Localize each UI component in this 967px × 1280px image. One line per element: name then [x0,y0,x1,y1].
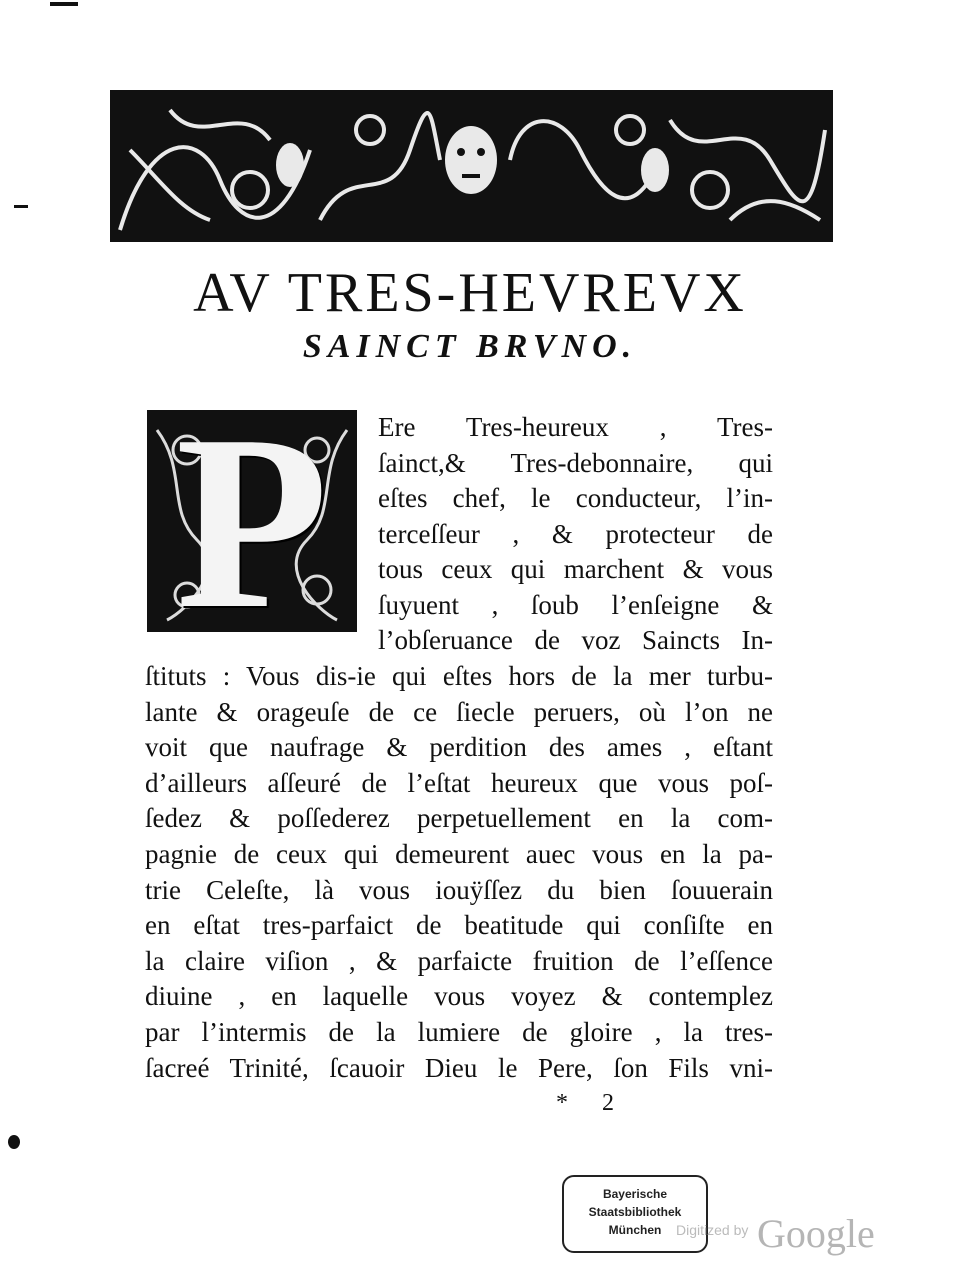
text-line: la claire viſion , & parfaicte fruition de l’eſſence [145,946,773,976]
scan-mark-bottom [8,1135,20,1149]
text-line: ſtituts : Vous dis-ie qui eſtes hors de la mer turbu- [145,661,773,691]
text-line: trie Celeſte, là vous iouÿſſez du bien ſouuerain [145,875,773,905]
page-subtitle: SAINCT BRVNO. [302,328,638,365]
text-line: eſtes chef, le conducteur, l’in- [378,483,773,513]
digitized-label: Digitized by [676,1222,749,1238]
text-line: ſainct,& Tres-debonnaire, qui [378,448,773,478]
text-line: terceſſeur , & protecteur de [378,519,773,549]
page-title: AV TRES-HEVREVX [193,262,747,324]
stamp-line: München [608,1223,662,1237]
drop-cap [147,410,357,632]
google-watermark: Google [757,1211,875,1256]
scan-mark-left [14,205,28,208]
ornament-foliage-icon [110,90,833,242]
text-line: d’ailleurs aſſeuré de l’eſtat heureux que vous poſ- [145,768,773,798]
text-line: voit que naufrage & perdition des ames , eſtant [145,732,773,762]
text-line: ſacreé Trinité, ſcauoir Dieu le Pere, ſon Fils vni- [145,1053,773,1083]
stamp-line: Staatsbibliothek [588,1205,682,1219]
ornamental-header-band [110,90,833,242]
text-line: tous ceux qui marchent & vous [378,554,773,584]
library-stamp [562,1175,708,1253]
text-line: en eſtat tres-parfaict de beatitude qui conſiſte en [145,910,773,940]
dropcap-letter: P [175,410,329,632]
stamp-line: Bayerische [602,1187,668,1201]
text-line: pagnie de ceux qui demeurent auec vous en la pa- [145,839,773,869]
text-line: diuine , en laquelle vous voyez & contemplez [145,981,773,1011]
text-line: lante & orageuſe de ce ſiecle peruers, où l’on ne [145,697,773,727]
text-line: l’obſeruance de voz Saincts In- [378,625,773,655]
text-line: par l’intermis de la lumiere de gloire , la tres- [145,1017,773,1047]
text-line: ſedez & poſſederez perpetuellement en la com- [145,803,773,833]
text-line: ſuyuent , ſoub l’enſeigne & [378,590,773,620]
folio-signature: * 2 [556,1090,628,1116]
scan-mark-top [50,2,78,6]
text-line: Ere Tres-heureux , Tres- [378,412,773,442]
